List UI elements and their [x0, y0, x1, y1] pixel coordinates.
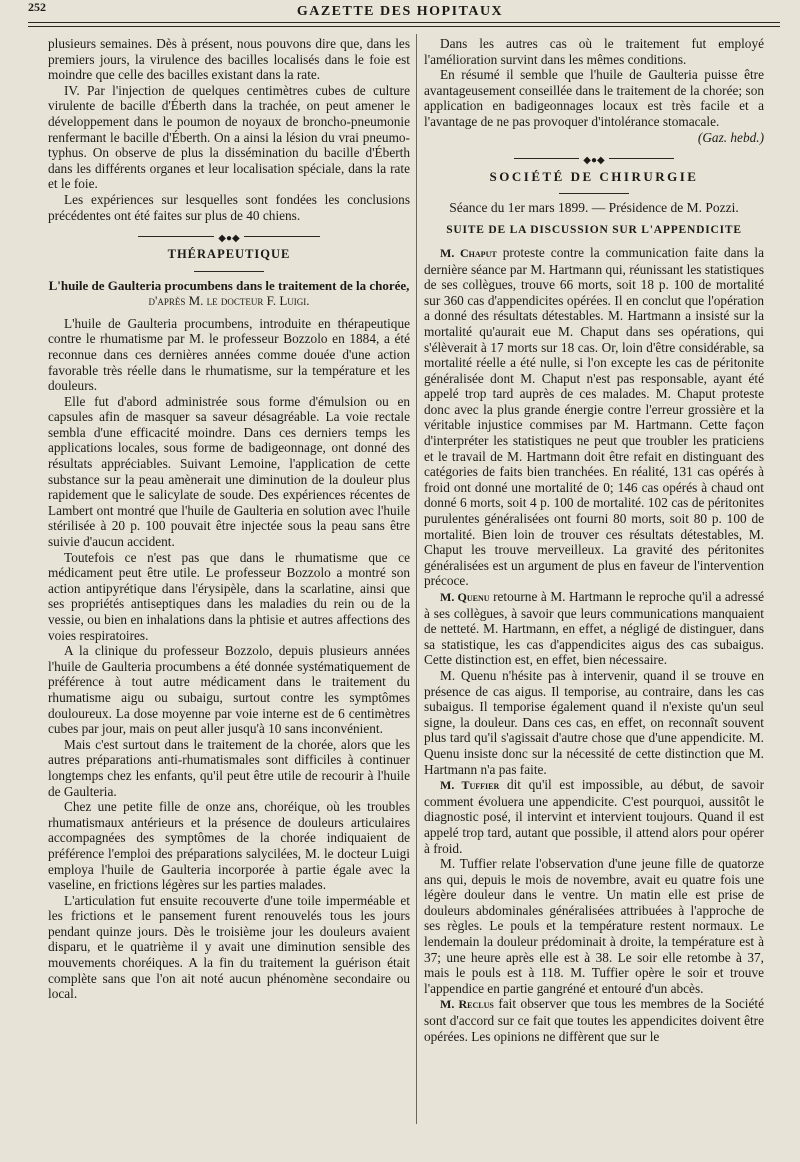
paragraph: IV. Par l'injection de quelques centimètres cubes de culture virulente de bacille d'Éberth dans la trachée, on peut amener le développement dans le poumon de noyaux de broncho-pneumonie renfermant le bacille d'Éberth. On a ainsi la lésion du vrai pneumo-typhus. On observe de plus la dissémination du bacille d'Éberth dans les différents organes et leur localisation spéciale, dans la rate et le foie. [48, 82, 410, 192]
speaker-name: M. Chaput [440, 245, 497, 260]
header-rule [28, 22, 780, 23]
page-number: 252 [28, 0, 46, 14]
column-divider [416, 34, 417, 1124]
speaker-name: M. Quenu [440, 590, 490, 604]
paragraph-text: fait observer que tous les membres de la Société sont d'accord sur ce fait que toutes les appendicites doivent être opérées. Les opinions ne diffèrent que sur le [424, 996, 764, 1044]
paragraph: M. Quenu n'hésite pas à intervenir, quand il se trouve en présence de cas aigus. Il temporise, au contraire, dans les cas subaigus. Il temporise également quand il n'existe qu'un seul signe, la douleur. Dans ces cas, en effet, on reconnaît souvent plus tard qu'il s'agissait d'autre chose que d'une appendicite. M. Quenu insiste donc sur la nécessité de cette distinction que M. Hartmann n'a pas faite. [424, 667, 764, 777]
paragraph-text: retourne à M. Hartmann le reproche qu'il a adressé à ses collègues, à savoir que leurs communications manquaient de netteté. M. Hartmann, en effet, a négligé de distinguer, dans sa statistique, les cas d'appendicites aigus des cas subaigus. Cette distinction est, en effet, bien nécessaire. [424, 589, 765, 668]
section-title-therapeutique: THÉRAPEUTIQUE [167, 247, 291, 262]
paragraph: Toutefois ce n'est pas que dans le rhumatisme que ce médicament peut être utile. Le professeur Bozzolo a montré son action antipyrétique dans l'érysipèle, dans la scarlatine, ainsi que ses propriétés antiseptiques dans les maladies du rein ou de la vessie, ou bien en inhalations dans la phtisie et autres affections des voies respiratoires. [48, 549, 410, 643]
paragraph-text: proteste contre la communication faite dans la dernière séance par M. Hartmann qui, réunissant les statistiques de ses collègues, trouve 66 morts, soit 18 p. 100 de mortalité sur 360 cas d'appendicites opérées. Il en conclut que l'opération a donné des résultats détestables. M. Hartmann a insisté sur la mortalité qu'aurait eue M. Chaput dans ses opérations, qui s'élèverait à 17 morts sur 18 cas. Or, loin d'être considérable, sa mortalité réelle a été nulle, si l'on excepte les cas de péritonite généralisée dont M. Chaput n'est pas responsable, ayant été appelé trop tard auprès de ces malades. M. Chaput proteste donc avec la plus grande énergie contre l'erreur grossière et la véritable injustice commises par M. Hartmann. Cette façon d'interpréter les statistiques ne peut que troubler les praticiens et le travail de M. Hartmann doit être refait en distinguant des catégories de faits bien tranchées. En réalité, 131 cas opérés à froid ont donné une mortalité de 0; 146 cas opérés à chaud ont donné 6 morts, soit 4 p. 100 de mortalité. 102 cas de péritonites purulentes généralisées ont fourni 80 morts, soit 80 p. 100 de mortalité. Bien loin de trouver ces résultats détestables, M. Chaput les trouve merveilleux. La gravité des péritonites généralisées est un argument de plus en faveur de l'intervention précoce. [424, 244, 764, 589]
speaker-name: M. Tuffier [440, 778, 500, 793]
paragraph: Dans les autres cas où le traitement fut employé l'amélioration survint dans les mêmes conditions. [424, 36, 764, 67]
paragraph: plusieurs semaines. Dès à présent, nous pouvons dire que, dans les premiers jours, la virulence des bacilles localisés dans le foie est moindre que celle des bacilles existant dans la rate. [48, 36, 410, 83]
paragraph [424, 996, 764, 1044]
speaker-name: M. Reclus [440, 997, 494, 1012]
article-author: d'après M. le docteur F. Luigi. [148, 292, 310, 308]
right-column [424, 36, 764, 1044]
paragraph [424, 245, 764, 589]
paragraph: Elle fut d'abord administrée sous forme d'émulsion ou en capsules afin de masquer sa saveur désagréable. La voie rectale sembla d'une efficacité moindre. Dans ces derniers temps les applications locales, sous forme de badigeonnage, ont donné des résultats appréciables. Suivant Lemoine, l'application de cette substance sur la peau amènerait une diminution de la douleur plus rapidement que le salicylate de soude. Des expériences récentes de Lambert ont montré que l'huile de Gaulteria en solution avec l'huile stérilisée à 20 p. 100 pouvait être injectée sous la peau sans être suivie d'aucun accident. [48, 393, 410, 550]
paragraph: Mais c'est surtout dans le traitement de la chorée, alors que les autres préparations anti-rhumatismales sont difficiles à continuer longtemps chez les enfants, qu'il peut être utile de recourir à l'huile de Gaulteria. [48, 736, 410, 799]
short-rule [194, 271, 264, 272]
paragraph: A la clinique du professeur Bozzolo, depuis plusieurs années l'huile de Gaulteria procumbens a été donnée systématiquement de préférence à tout autre médicament dans le traitement du rhumatisme aigu ou subaigu, surtout contre les symptômes douloureux. La dose moyenne par voie interne est de 6 centimètres cubes par jour, mais on peut aller jusqu'à 10 sans inconvénient. [48, 643, 410, 737]
paragraph: En résumé il semble que l'huile de Gaulteria puisse être avantageusement conseillée dans le traitement de la chorée; son application en badigeonnages locaux est très facile et a l'avantage de ne pas provoquer d'intolérance stomacale. [424, 67, 764, 129]
discussion-subhead: SUITE DE LA DISCUSSION SUR L'APPENDICITE [446, 224, 742, 237]
journal-title: GAZETTE DES HOPITAUX [296, 4, 504, 19]
paragraph: Chez une petite fille de onze ans, choréique, où les troubles rhumatismaux antérieurs et la présence de douleurs articulaires accompagnées des symptômes de la chorée indiquaient de préférence l'emploi des préparations salycilées, M. le docteur Luigi employa l'huile de Gaulteria incorporée à partie égale avec la vaseline, en frictions légères sur les parties malades. [48, 799, 410, 893]
article-title [48, 278, 410, 308]
paragraph: M. Tuffier relate l'observation d'une jeune fille de quatorze ans qui, depuis le mois de novembre, avait eu quatre fois une légère douleur dans le ventre. Un matin elle est prise de douleurs abdominales généralisées attribuées à l'approche de ses règles. Le pouls et la température restent normaux. Le lendemain la douleur prédominait à droite, la température est à 37; une heure après elle est à 38. Le soir elle retombe à 37, mais le pouls est à 118. M. Tuffier opère le soir et trouve l'appendice en partie gangréné et entouré d'un abcès. [424, 856, 764, 996]
header-rule-thin [28, 26, 780, 27]
left-column [48, 36, 410, 1002]
seance-line: Séance du 1er mars 1899. — Présidence de M. Pozzi. [449, 199, 739, 215]
paragraph [424, 777, 764, 856]
paragraph [424, 589, 764, 668]
short-rule [559, 193, 629, 194]
paragraph-text: dit qu'il est impossible, au début, de savoir comment évoluera une appendicite. C'est pourquoi, aussitôt le diagnostic posé, il intervint et intervient toujours. Quand il est appelé trop tard, autant que possible, il attend alors pour opérer à froid. [424, 777, 764, 856]
section-ornament: ◆●◆ [424, 153, 764, 163]
paragraph: Les expériences sur lesquelles sont fondées les conclusions précédentes ont été faites sur plus de 40 chiens. [48, 191, 410, 223]
section-ornament: ◆●◆ [48, 231, 410, 241]
paragraph: L'articulation fut ensuite recouverte d'une toile imperméable et les frictions et le pansement furent renouvelés tous les jours pendant quinze jours. Dès le troisième jour les douleurs avaient disparu, et le quatrième il y avait une diminution sensible des mouvements choréiques. A la fin du traitement la guérison était complète sans que l'on ait noté aucun phénomène secondaire ou local. [48, 892, 410, 1002]
section-title-societe: SOCIÉTÉ DE CHIRURGIE [489, 169, 699, 185]
article-title-text: L'huile de Gaulteria procumbens dans le traitement de la chorée, [48, 277, 410, 293]
paragraph: L'huile de Gaulteria procumbens, introduite en thérapeutique contre le rhumatisme par M. le professeur Bozzolo en 1884, a été reconnue dans ces dernières années comme douée d'une action favorable très réelle dans le rhumatisme, sur la température et les douleurs. [48, 315, 410, 394]
source-signature: (Gaz. hebd.) [697, 129, 764, 145]
